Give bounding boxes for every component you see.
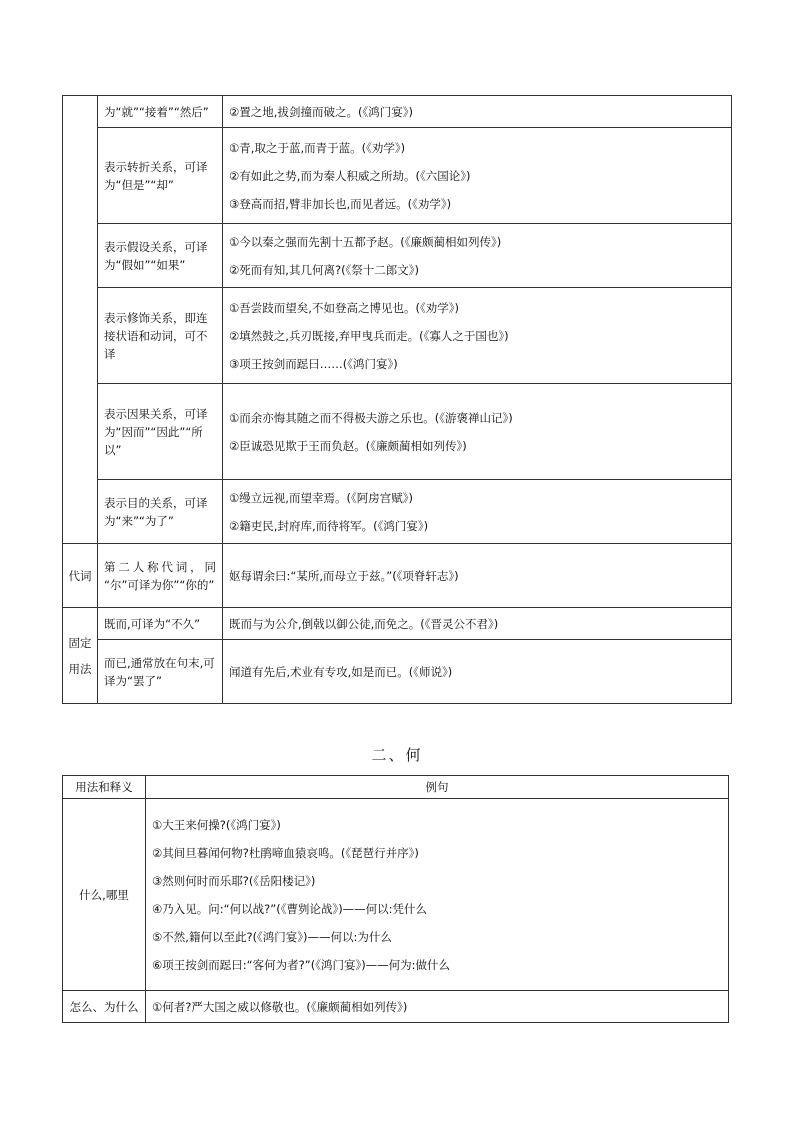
example-sentence: ③然则何时而乐耶?(《岳阳楼记》) — [152, 873, 316, 888]
usage-cell: 表示目的关系，可译为“来”“为了” — [98, 480, 223, 544]
example-sentence: ②其间旦暮闻何物?杜鹃啼血猿哀鸣。(《琵琶行并序》) — [152, 845, 419, 860]
table-row-fixed — [63, 608, 732, 640]
example-cell — [223, 96, 732, 128]
table-row — [63, 288, 732, 384]
example-cell — [223, 480, 732, 544]
example-sentence: ②有如此之势,而为秦人积威之所劫。(《六国论》) — [229, 168, 471, 183]
example-sentence: ②死而有知,其几何离?(《祭十二郎文》) — [229, 262, 420, 277]
usage-cell: 为“就”“接着”“然后” — [98, 96, 223, 128]
usage-cell: 而已,通常放在句末,可译为“罢了” — [98, 640, 223, 704]
example-sentence: ②籍吏民,封府库,而待将军。(《鸿门宴》) — [229, 518, 429, 533]
example-sentence: ①何者?严大国之威以修敬也。(《廉颇蔺相如列传》) — [152, 999, 408, 1014]
example-sentence: 妪每谓余曰:“某所,而母立于兹。”(《项脊轩志》) — [229, 568, 459, 583]
usage-cell: 表示修饰关系，即连接状语和动词，可不译 — [98, 288, 223, 384]
example-sentence: ⑤不然,籍何以至此?(《鸿门宴》)——何以:为什么 — [152, 929, 392, 944]
usage-cell: 表示假设关系，可译为“假如”“如果” — [98, 224, 223, 288]
usage-cell: 既而,可译为“不久” — [98, 608, 223, 640]
usage-table-he — [62, 775, 729, 1023]
example-cell — [223, 640, 732, 704]
column-header-examples: 例句 — [146, 776, 729, 799]
example-sentence: ③项王按剑而跽曰……(《鸿门宴》) — [229, 356, 398, 371]
section-title: 二、何 — [371, 746, 423, 764]
example-sentence: ①大王来何操?(《鸿门宴》) — [152, 817, 281, 832]
meaning-cell: 怎么、为什么 — [63, 991, 146, 1023]
usage-cell — [98, 544, 223, 608]
example-cell — [146, 991, 729, 1023]
table-row — [63, 991, 729, 1023]
usage-cell: 表示因果关系，可译为“因而”“因此”“所以” — [98, 384, 223, 480]
example-sentence: 既而与为公介,倒戟以御公徒,而免之。(《晋灵公不君》) — [229, 616, 499, 631]
example-cell — [146, 799, 729, 991]
usage-line: 第二人称代词，同 — [104, 559, 216, 574]
category-cell-empty — [63, 96, 98, 544]
example-cell — [223, 224, 732, 288]
example-sentence: ③登高而招,臂非加长也,而见者远。(《劝学》) — [229, 196, 452, 211]
example-cell — [223, 544, 732, 608]
example-sentence: ①青,取之于蓝,而青于蓝。(《劝学》) — [229, 140, 406, 155]
table-row — [63, 96, 732, 128]
table-row-pronoun — [63, 544, 732, 608]
meaning-cell: 什么,哪里 — [63, 799, 146, 991]
example-cell — [223, 128, 732, 224]
table-row — [63, 224, 732, 288]
category-cell — [63, 608, 98, 704]
table-row — [63, 799, 729, 991]
example-cell — [223, 608, 732, 640]
example-cell — [223, 288, 732, 384]
example-sentence: ①而余亦悔其随之而不得极夫游之乐也。(《游褒禅山记》) — [229, 410, 513, 425]
example-sentence: ②臣诚恐见欺于王而负赵。(《廉颇蔺相如列传》) — [229, 438, 467, 453]
usage-line: “尔”可译为你”“你的” — [104, 577, 215, 592]
example-cell — [223, 384, 732, 480]
table-row-fixed — [63, 640, 732, 704]
table-header-row — [63, 776, 729, 799]
table-row — [63, 480, 732, 544]
table-row — [63, 128, 732, 224]
example-sentence: 闻道有先后,术业有专攻,如是而已。(《师说》) — [229, 664, 453, 679]
usage-table-er — [62, 95, 732, 704]
table-row — [63, 384, 732, 480]
example-sentence: ②置之地,拔剑撞而破之。(《鸿门宴》) — [229, 104, 413, 119]
usage-cell: 表示转折关系，可译为“但是”“却” — [98, 128, 223, 224]
example-sentence: ①缦立远视,而望幸焉。(《阿房宫赋》) — [229, 490, 413, 505]
example-sentence: ⑥项王按剑而跽曰:“客何为者?”(《鸿门宴》)——何为:做什么 — [152, 957, 451, 972]
category-line: 用法 — [68, 661, 92, 676]
example-sentence: ①吾尝跂而望矣,不如登高之博见也。(《劝学》) — [229, 300, 459, 315]
category-line: 固定 — [68, 635, 92, 650]
column-header-meaning: 用法和释义 — [63, 776, 146, 799]
example-sentence: ④乃入见。问:“何以战?”(《曹刿论战》)——何以:凭什么 — [152, 901, 428, 916]
category-cell: 代词 — [63, 544, 98, 608]
example-sentence: ②填然鼓之,兵刃既接,弃甲曳兵而走。(《寡人之于国也》) — [229, 328, 509, 343]
example-sentence: ①今以秦之强而先割十五都予赵。(《廉颇蔺相如列传》) — [229, 234, 502, 249]
